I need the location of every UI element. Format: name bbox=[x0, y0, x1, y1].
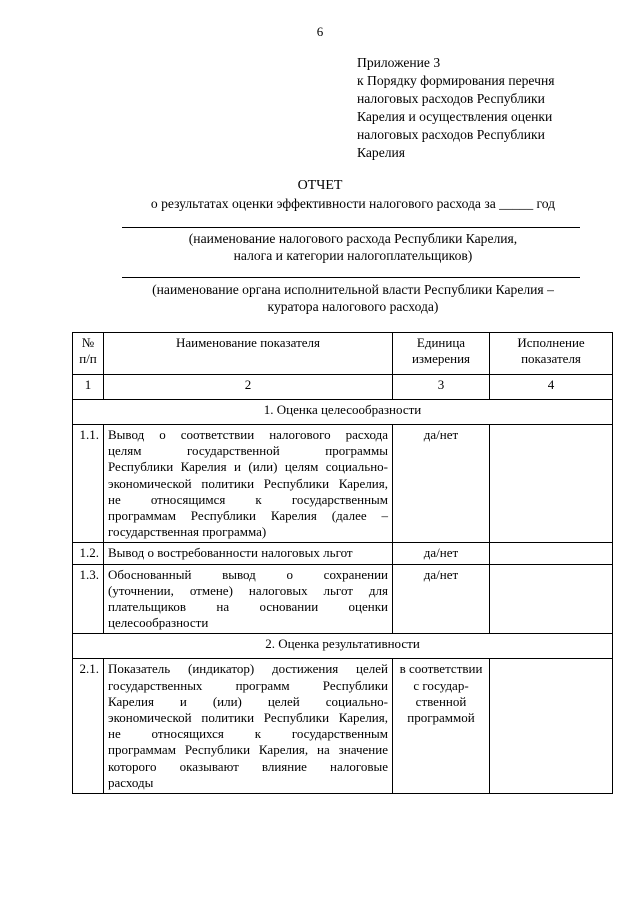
row-description: Вывод о востребованности налоговых льгот bbox=[104, 543, 393, 564]
table-row bbox=[73, 659, 613, 794]
report-title: ОТЧЕТ bbox=[297, 178, 343, 193]
tax-expense-caption-line1: (наименование налогового расхода Республики Карелия, bbox=[188, 231, 518, 246]
table-row bbox=[73, 564, 613, 634]
description-line: расходы bbox=[108, 774, 154, 790]
table-row bbox=[73, 543, 613, 564]
curator-caption-line2: куратора налогового расхода) bbox=[267, 299, 439, 314]
description-line: Вывод о соответствии налогового расхода bbox=[108, 427, 388, 442]
column-number: 4 bbox=[490, 375, 613, 400]
description-line: экономической политики Республики Карелия, bbox=[108, 475, 388, 491]
header-unit bbox=[393, 333, 490, 375]
header-unit-line1: Единица bbox=[416, 335, 466, 350]
unit-line: с государ- bbox=[413, 677, 469, 693]
column-numbers-row bbox=[73, 375, 613, 400]
page-number: 6 bbox=[316, 24, 324, 39]
unit-line: программой bbox=[407, 710, 475, 726]
appendix-line: Карелия и осуществления оценки bbox=[357, 109, 553, 124]
header-execution-line1: Исполнение bbox=[517, 335, 585, 350]
appendix-header bbox=[357, 54, 617, 162]
column-number: 3 bbox=[393, 375, 490, 400]
row-description bbox=[104, 659, 393, 794]
header-indicator-name-text: Наименование показателя bbox=[175, 335, 321, 350]
row-description bbox=[104, 564, 393, 634]
header-number-line1: № bbox=[81, 335, 95, 350]
description-line: (уточнении, отмене) налоговых льгот для bbox=[108, 582, 388, 598]
row-execution-value bbox=[490, 659, 613, 794]
indicators-table bbox=[72, 332, 613, 794]
section-row bbox=[73, 400, 613, 425]
row-number: 1.3. bbox=[73, 564, 104, 634]
description-line: программам Республики Карелия, на значение bbox=[108, 742, 388, 758]
description-line: целям государственной программы bbox=[108, 443, 388, 459]
section-title-expediency: 1. Оценка целесообразности bbox=[73, 400, 613, 425]
row-execution-value bbox=[490, 564, 613, 634]
curator-name-line bbox=[122, 277, 580, 278]
description-line: не относящихся к государственным bbox=[108, 726, 388, 742]
row-unit: да/нет bbox=[393, 425, 490, 543]
unit-line: в соответствии bbox=[399, 661, 483, 677]
column-number: 1 bbox=[73, 375, 104, 400]
column-number: 2 bbox=[104, 375, 393, 400]
description-line: Республики Карелия и (или) целям социально- bbox=[108, 459, 388, 475]
description-line: плательщиков на основании оценки bbox=[108, 599, 388, 615]
row-unit: да/нет bbox=[393, 543, 490, 564]
description-line: программам Республики Карелия (далее – bbox=[108, 508, 388, 524]
description-line: не относящимся к государственным bbox=[108, 491, 388, 507]
header-indicator-name bbox=[104, 333, 393, 375]
description-line: целесообразности bbox=[108, 615, 209, 631]
row-unit bbox=[393, 659, 490, 794]
curator-caption-line1: (наименование органа исполнительной власти Республики Карелия – bbox=[152, 282, 554, 297]
description-line: Карелия и (или) целей социально- bbox=[108, 693, 388, 709]
tax-expense-caption-line2: налога и категории налогоплательщиков) bbox=[233, 248, 473, 263]
description-line: государственных программ Республики bbox=[108, 677, 388, 693]
appendix-line: Карелия bbox=[357, 145, 406, 160]
header-execution bbox=[490, 333, 613, 375]
row-execution-value bbox=[490, 543, 613, 564]
row-unit: да/нет bbox=[393, 564, 490, 634]
appendix-line: налоговых расходов Республики bbox=[357, 127, 545, 142]
row-number: 1.2. bbox=[73, 543, 104, 564]
row-execution-value bbox=[490, 425, 613, 543]
report-subtitle: о результатах оценки эффективности налогового расхода за _____ год bbox=[150, 196, 556, 211]
appendix-line: налоговых расходов Республики bbox=[357, 91, 545, 106]
description-line: экономической политики Республики Карелия, bbox=[108, 710, 388, 726]
description-line: Показатель (индикатор) достижения целей bbox=[108, 661, 388, 677]
description-line: которого оказывают влияние налоговые bbox=[108, 758, 388, 774]
table-row bbox=[73, 425, 613, 543]
header-execution-line2: показателя bbox=[521, 351, 581, 367]
table-header-row bbox=[73, 333, 613, 375]
row-number: 1.1. bbox=[73, 425, 104, 543]
tax-expense-name-line bbox=[122, 227, 580, 228]
unit-line: ственной bbox=[415, 693, 467, 709]
description-line: государственная программа) bbox=[108, 524, 267, 540]
appendix-line: Приложение 3 bbox=[357, 55, 441, 70]
description-line: Обоснованный вывод о сохранении bbox=[108, 566, 388, 582]
appendix-line: к Порядку формирования перечня bbox=[357, 73, 555, 88]
row-description bbox=[104, 425, 393, 543]
header-number bbox=[73, 333, 104, 375]
row-number: 2.1. bbox=[73, 659, 104, 794]
section-title-effectiveness: 2. Оценка результативности bbox=[73, 634, 613, 659]
header-number-line2: п/п bbox=[79, 351, 97, 367]
section-row bbox=[73, 634, 613, 659]
header-unit-line2: измерения bbox=[411, 351, 471, 367]
